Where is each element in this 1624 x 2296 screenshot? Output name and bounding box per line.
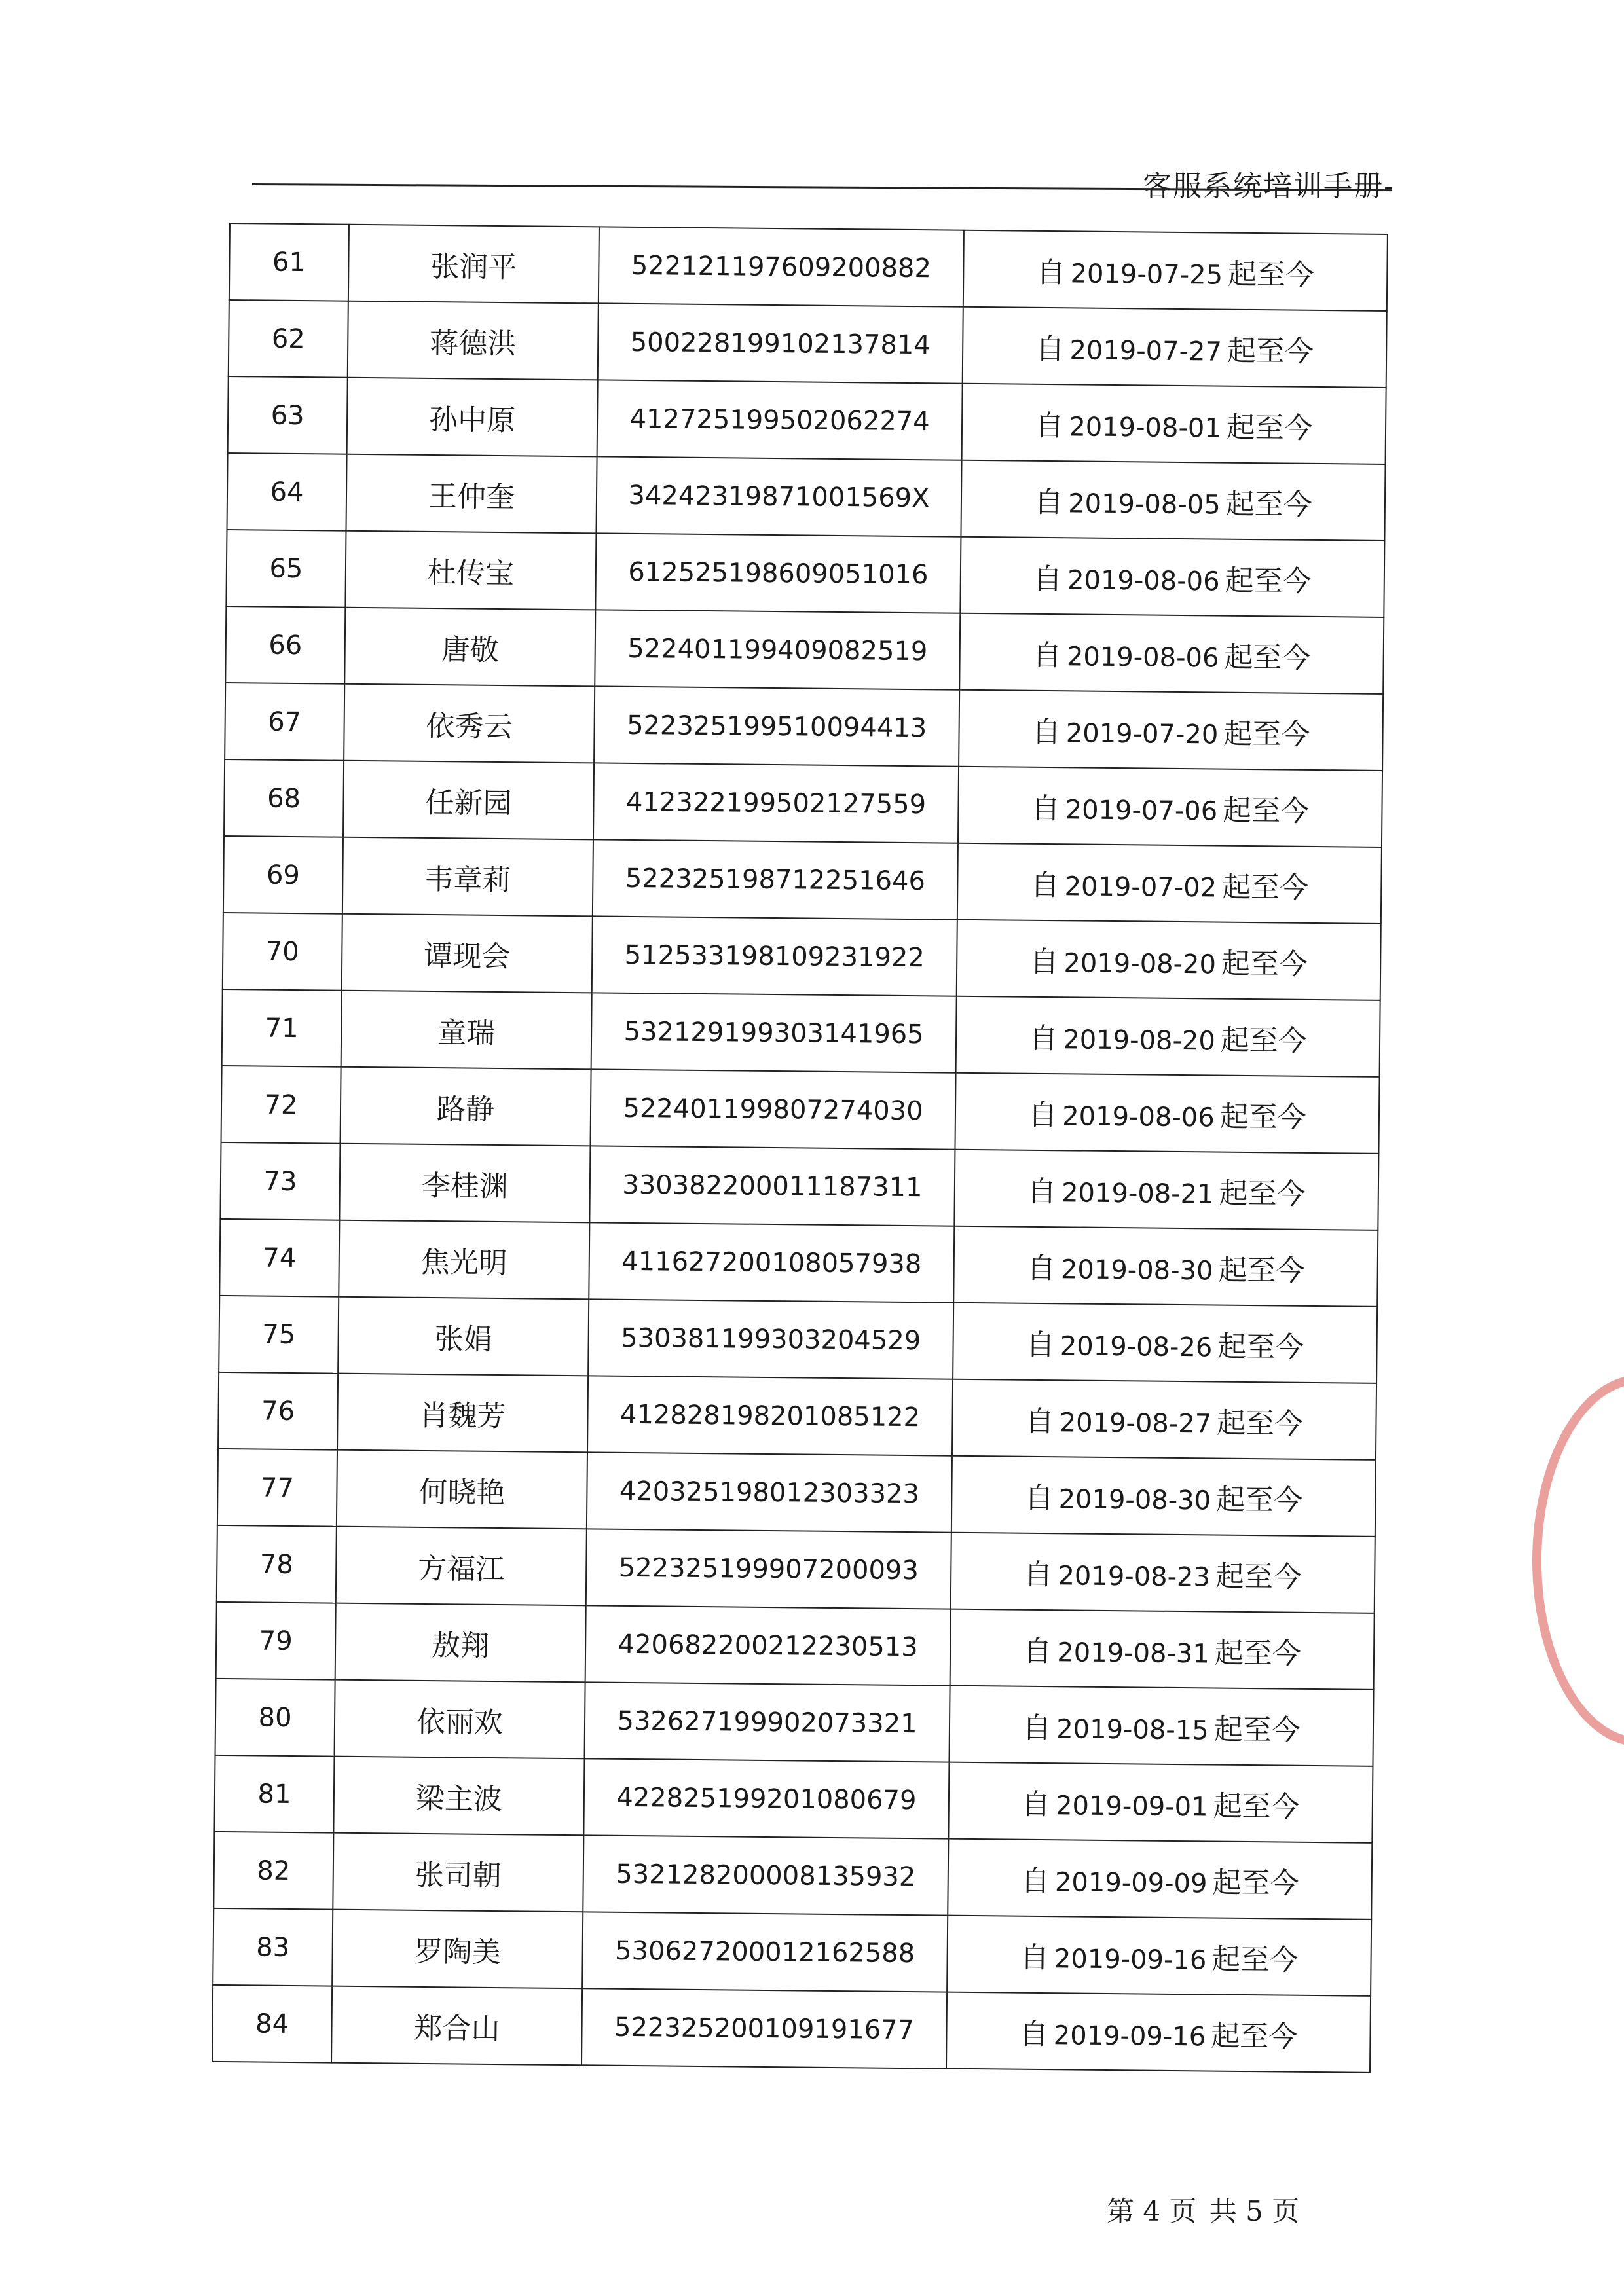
name-cell: 王仲奎 <box>346 454 597 534</box>
start-date: 2019-08-30 <box>1060 1254 1213 1286</box>
start-date: 2019-08-31 <box>1057 1637 1210 1669</box>
id-number-cell: 412725199502062274 <box>597 380 963 460</box>
start-date: 2019-08-30 <box>1058 1484 1211 1516</box>
employment-period-cell <box>961 460 1385 541</box>
employment-period-cell <box>952 1379 1376 1460</box>
until-now-label: 起至今 <box>1210 2019 1298 2054</box>
employment-period-cell <box>959 613 1384 694</box>
id-number-cell: 512533198109231922 <box>592 916 957 996</box>
table-row <box>213 1908 1371 1996</box>
table-row <box>212 1985 1371 2073</box>
id-number-cell: 412322199502127559 <box>593 763 959 843</box>
employment-period-cell <box>954 1150 1378 1230</box>
name-cell: 童瑞 <box>341 991 592 1070</box>
start-date: 2019-07-06 <box>1065 794 1218 827</box>
until-now-label: 起至今 <box>1227 334 1314 369</box>
employment-period-cell <box>947 1916 1371 1996</box>
id-number-cell: 422825199201080679 <box>583 1758 949 1838</box>
from-label: 自 <box>1030 868 1060 902</box>
table-row <box>225 606 1384 694</box>
name-cell: 李桂渊 <box>339 1144 590 1223</box>
from-label: 自 <box>1032 638 1062 672</box>
row-number-cell: 62 <box>229 300 348 378</box>
page-total: 共 5 页 <box>1209 2195 1300 2227</box>
start-date: 2019-08-27 <box>1059 1407 1212 1439</box>
id-number-cell: 522401199409082519 <box>595 610 960 689</box>
table-row <box>213 1832 1372 1920</box>
page-number: 第 4 页 <box>1107 2195 1197 2227</box>
name-cell: 路静 <box>341 1067 591 1146</box>
row-number-cell: 70 <box>223 913 342 991</box>
table-row <box>229 300 1387 388</box>
row-number-cell: 77 <box>217 1449 337 1527</box>
start-date: 2019-08-23 <box>1058 1560 1211 1592</box>
from-label: 自 <box>1020 1941 1050 1975</box>
start-date: 2019-07-02 <box>1064 871 1217 903</box>
id-number-cell: 532129199303141965 <box>591 993 957 1072</box>
from-label: 自 <box>1024 1558 1053 1592</box>
from-label: 自 <box>1031 792 1060 826</box>
id-number-cell: 522325199510094413 <box>594 686 959 766</box>
row-number-cell: 81 <box>214 1755 334 1833</box>
until-now-label: 起至今 <box>1217 1330 1304 1364</box>
until-now-label: 起至今 <box>1227 257 1315 292</box>
start-date: 2019-08-06 <box>1066 641 1219 674</box>
until-now-label: 起至今 <box>1213 1713 1301 1747</box>
row-number-cell: 66 <box>225 606 345 684</box>
from-label: 自 <box>1035 409 1064 443</box>
from-label: 自 <box>1022 1711 1052 1745</box>
table-row <box>221 1066 1380 1154</box>
name-cell: 张润平 <box>348 225 599 304</box>
id-number-cell: 522121197609200882 <box>599 227 964 306</box>
until-now-label: 起至今 <box>1222 793 1310 828</box>
from-label: 自 <box>1025 1404 1054 1438</box>
table-row <box>220 1142 1378 1230</box>
start-date: 2019-08-21 <box>1061 1177 1214 1210</box>
until-now-label: 起至今 <box>1216 1406 1304 1441</box>
until-now-label: 起至今 <box>1211 1942 1299 1977</box>
from-label: 自 <box>1033 562 1063 596</box>
id-number-cell: 500228199102137814 <box>598 303 963 383</box>
table-row <box>228 376 1386 464</box>
name-cell: 孙中原 <box>347 378 598 457</box>
until-now-label: 起至今 <box>1221 870 1309 905</box>
until-now-label: 起至今 <box>1225 487 1312 522</box>
row-number-cell: 84 <box>212 1985 332 2063</box>
row-number-cell: 82 <box>213 1832 333 1910</box>
until-now-label: 起至今 <box>1218 1253 1305 1288</box>
name-cell: 方福江 <box>336 1527 587 1606</box>
start-date: 2019-09-01 <box>1055 1790 1208 1822</box>
employee-table <box>212 223 1388 2073</box>
employment-period-cell <box>948 1762 1373 1843</box>
employment-period-cell <box>959 690 1383 771</box>
id-number-cell: 522325200109191677 <box>581 1988 947 2068</box>
document-header-title: 客服系统培训手册- <box>1143 170 1395 203</box>
name-cell: 焦光明 <box>339 1220 589 1300</box>
row-number-cell: 65 <box>226 530 346 608</box>
start-date: 2019-08-15 <box>1056 1713 1209 1745</box>
employment-period-cell <box>953 1226 1378 1307</box>
name-cell: 何晓艳 <box>337 1450 587 1529</box>
employment-period-cell <box>950 1609 1375 1690</box>
row-number-cell: 73 <box>220 1142 340 1220</box>
from-label: 自 <box>1027 1175 1057 1209</box>
name-cell: 韦章莉 <box>342 837 593 917</box>
row-number-cell: 69 <box>223 836 343 914</box>
until-now-label: 起至今 <box>1226 410 1314 445</box>
employment-period-cell <box>946 1992 1371 2073</box>
start-date: 2019-08-01 <box>1069 411 1222 444</box>
until-now-label: 起至今 <box>1219 1176 1306 1211</box>
from-label: 自 <box>1029 945 1059 979</box>
id-number-cell: 330382200011187311 <box>589 1146 955 1226</box>
table-row <box>215 1679 1374 1766</box>
until-now-label: 起至今 <box>1219 1100 1306 1135</box>
from-label: 自 <box>1035 332 1065 366</box>
employment-period-cell <box>962 384 1386 464</box>
table-row <box>224 759 1382 847</box>
start-date: 2019-09-16 <box>1053 2020 1206 2052</box>
row-number-cell: 80 <box>215 1679 335 1757</box>
employment-period-cell <box>953 1303 1377 1383</box>
employee-table-body <box>212 223 1388 2073</box>
employment-period-cell <box>958 767 1382 847</box>
name-cell: 肖魏芳 <box>337 1374 588 1453</box>
name-cell: 谭现会 <box>342 914 593 993</box>
name-cell: 依丽欢 <box>335 1680 585 1759</box>
row-number-cell: 71 <box>222 989 342 1067</box>
until-now-label: 起至今 <box>1215 1483 1303 1518</box>
name-cell: 罗陶美 <box>332 1910 583 1989</box>
from-label: 自 <box>1023 1634 1052 1668</box>
employment-period-cell <box>957 920 1381 1000</box>
table-row <box>225 683 1383 771</box>
start-date: 2019-08-06 <box>1062 1101 1215 1133</box>
start-date: 2019-08-06 <box>1067 564 1220 597</box>
row-number-cell: 75 <box>219 1296 339 1374</box>
id-number-cell: 34242319871001569X <box>596 456 961 536</box>
row-number-cell: 76 <box>218 1372 338 1450</box>
table-row <box>219 1219 1378 1307</box>
employment-period-cell <box>960 537 1384 617</box>
from-label: 自 <box>1021 1787 1051 1821</box>
start-date: 2019-07-27 <box>1069 335 1223 367</box>
table-row <box>219 1296 1377 1383</box>
until-now-label: 起至今 <box>1225 564 1312 598</box>
id-number-cell: 522401199807274030 <box>590 1069 955 1149</box>
id-number-cell: 532627199902073321 <box>585 1682 950 1762</box>
id-number-cell: 412828198201085122 <box>587 1376 953 1455</box>
from-label: 自 <box>1026 1251 1056 1285</box>
id-number-cell: 522325198712251646 <box>593 839 958 919</box>
until-now-label: 起至今 <box>1223 717 1310 752</box>
row-number-cell: 67 <box>225 683 344 761</box>
table-row <box>217 1449 1376 1537</box>
from-label: 自 <box>1031 715 1061 749</box>
row-number-cell: 79 <box>216 1602 336 1680</box>
employee-table-container <box>212 223 1382 2073</box>
employment-period-cell <box>963 307 1387 388</box>
employment-period-cell <box>951 1533 1375 1613</box>
id-number-cell: 530627200012162588 <box>582 1912 948 1992</box>
name-cell: 杜传宝 <box>345 531 596 610</box>
until-now-label: 起至今 <box>1221 947 1308 981</box>
start-date: 2019-09-09 <box>1054 1867 1208 1899</box>
id-number-cell: 612525198609051016 <box>595 533 961 613</box>
name-cell: 唐敬 <box>344 608 595 687</box>
name-cell: 依秀云 <box>344 684 595 763</box>
row-number-cell: 83 <box>213 1908 333 1986</box>
id-number-cell: 522325199907200093 <box>586 1529 951 1609</box>
start-date: 2019-08-26 <box>1060 1330 1213 1362</box>
row-number-cell: 78 <box>217 1525 337 1603</box>
from-label: 自 <box>1036 255 1065 289</box>
table-row <box>226 530 1384 617</box>
table-row <box>216 1602 1375 1690</box>
employment-period-cell <box>951 1456 1376 1537</box>
until-now-label: 起至今 <box>1224 640 1311 675</box>
id-number-cell: 411627200108057938 <box>589 1222 954 1302</box>
from-label: 自 <box>1020 1864 1050 1898</box>
start-date: 2019-09-16 <box>1054 1943 1207 1975</box>
from-label: 自 <box>1024 1481 1054 1515</box>
id-number-cell: 420682200212230513 <box>585 1605 951 1685</box>
table-row <box>229 223 1388 311</box>
from-label: 自 <box>1033 485 1063 519</box>
employment-period-cell <box>963 230 1388 311</box>
start-date: 2019-07-25 <box>1070 258 1223 291</box>
name-cell: 张司朝 <box>333 1833 583 1912</box>
from-label: 自 <box>1027 1098 1058 1132</box>
id-number-cell: 420325198012303323 <box>587 1452 952 1532</box>
start-date: 2019-07-20 <box>1065 718 1219 750</box>
start-date: 2019-08-20 <box>1063 1024 1216 1057</box>
until-now-label: 起至今 <box>1220 1023 1308 1058</box>
id-number-cell: 532128200008135932 <box>583 1835 948 1915</box>
employment-period-cell <box>957 843 1382 924</box>
table-row <box>222 989 1380 1077</box>
table-row <box>223 913 1381 1000</box>
until-now-label: 起至今 <box>1215 1559 1302 1594</box>
name-cell: 梁主波 <box>333 1757 584 1836</box>
employment-period-cell <box>955 1073 1379 1154</box>
row-number-cell: 68 <box>224 759 344 837</box>
name-cell: 郑合山 <box>331 1986 582 2066</box>
from-label: 自 <box>1025 1328 1056 1362</box>
start-date: 2019-08-20 <box>1063 947 1217 980</box>
from-label: 自 <box>1029 1021 1058 1055</box>
name-cell: 张娟 <box>338 1297 589 1376</box>
table-row <box>218 1372 1376 1460</box>
row-number-cell: 61 <box>229 223 349 301</box>
row-number-cell: 64 <box>227 453 346 531</box>
table-row <box>214 1755 1373 1843</box>
until-now-label: 起至今 <box>1213 1789 1300 1824</box>
until-now-label: 起至今 <box>1214 1636 1302 1671</box>
table-row <box>227 453 1385 541</box>
id-number-cell: 530381199303204529 <box>588 1299 953 1379</box>
row-number-cell: 63 <box>228 376 348 454</box>
row-number-cell: 72 <box>221 1066 341 1144</box>
from-label: 自 <box>1019 2017 1049 2051</box>
employment-period-cell <box>956 996 1380 1077</box>
start-date: 2019-08-05 <box>1067 488 1221 520</box>
name-cell: 蒋德洪 <box>348 301 599 380</box>
employment-period-cell <box>948 1839 1372 1920</box>
page-footer <box>1107 2190 1303 2229</box>
name-cell: 敖翔 <box>335 1603 586 1683</box>
table-row <box>223 836 1382 924</box>
table-row <box>217 1525 1375 1613</box>
row-number-cell: 74 <box>219 1219 339 1297</box>
official-seal-stamp <box>1532 1375 1624 1747</box>
employment-period-cell <box>949 1686 1373 1766</box>
until-now-label: 起至今 <box>1212 1866 1299 1901</box>
name-cell: 任新园 <box>343 761 594 840</box>
